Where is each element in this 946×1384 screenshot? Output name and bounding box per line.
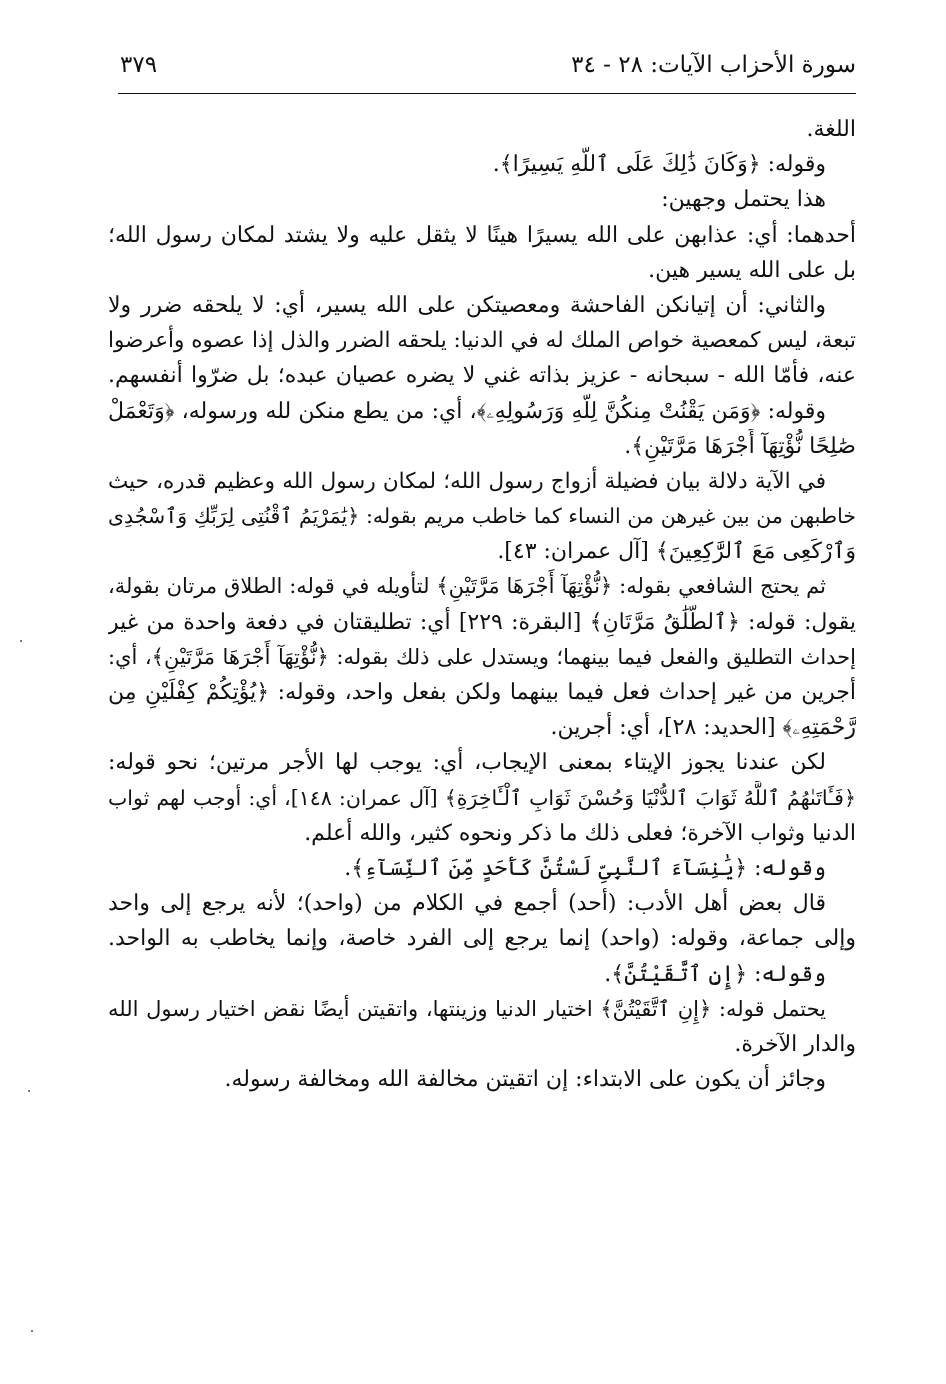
text-line: في الآية دلالة بيان فضيلة أزواج رسول الله؛ لمكان رسول الله وعظيم قدره، حيث	[108, 468, 826, 494]
text-line: إحداث التطليق والفعل فيما بينهما؛ ويستدل على ذلك بقوله: ﴿نُّؤْتِهَآ أَجْرَهَا مَرَّتَيْنِ﴾، أي:	[108, 644, 856, 669]
scan-speck	[20, 640, 22, 642]
text-line: بل على الله يسير هين.	[648, 257, 856, 283]
text-line: تبعة، ليس كمعصية خواص الملك له في الدنيا: يلحقه الضرر والذل إذا عصوه وأعرضوا	[108, 328, 856, 354]
page-header	[118, 50, 856, 94]
body-text	[108, 112, 856, 1097]
text-line: أجرين من غير إحداث فعل فيما بينهما ولكن بفعل واحد، وقوله: ﴿يُؤْتِكُمْ كِفْلَيْنِ مِن	[108, 680, 856, 705]
text-line: والثاني: أن إتيانكن الفاحشة ومعصيتكن على الله يسير، أي: لا يلحقه ضرر ولا	[108, 292, 826, 318]
text-line: يقول: قوله: ﴿ٱلطَّلَٰقُ مَرَّتَانِ﴾ [البقرة: ٢٢٩] أي: تطليقتان في دفعة واحدة من غير	[108, 609, 856, 635]
text-line: وإلى جماعة، وقوله: (واحد) إنما يرجع إلى الفرد خاصة، وإنما يخاطب به الواحد.	[108, 926, 856, 952]
text-line: عنه، فأمّا الله - سبحانه - عزيز بذاته غني لا يضره عصيان عبده؛ بل ضرّوا أنفسهم.	[108, 363, 856, 389]
text-line: يحتمل قوله: ﴿إِنِ ٱتَّقَيْتُنَّ﴾ اختيار الدنيا وزينتها، واتقيتن أيضًا نقض اختيار رسول الله	[108, 996, 826, 1021]
text-line: لكن عندنا يجوز الإيتاء بمعنى الإيجاب، أي: يوجب لها الأجر مرتين؛ نحو قوله:	[108, 750, 826, 776]
text-line: وقوله: ﴿يَٰنِسَآءَ ٱلنَّبِىِّ لَسْتُنَّ كَأَحَدٍ مِّنَ ٱلنِّسَآءِ﴾.	[344, 855, 826, 881]
text-line: الدنيا وثواب الآخرة؛ فعلى ذلك ما ذكر ونحوه كثير، والله أعلم.	[304, 820, 856, 846]
text-line: وقوله: ﴿إِنِ ٱتَّقَيْتُنَّ﴾.	[604, 961, 826, 987]
text-line: خاطبهن من بين غيرهن من النساء كما خاطب مريم بقوله: ﴿يَٰمَرْيَمُ ٱقْنُتِى لِرَبِّكِ وَٱسْجُدِى	[108, 504, 856, 529]
scan-speck	[31, 1330, 33, 1332]
scan-speck	[28, 1090, 30, 1092]
text-line: قال بعض أهل الأدب: (أحد) أجمع في الكلام من (واحد)؛ لأنه يرجع إلى واحد	[108, 891, 826, 917]
header-rule	[118, 93, 856, 94]
text-line: والدار الآخرة.	[734, 1031, 856, 1057]
text-line: اللغة.	[806, 117, 856, 142]
page-number: ٣٧٩	[120, 52, 158, 78]
text-line: وقوله: ﴿وَكَانَ ذَٰلِكَ عَلَى ٱللَّهِ يَسِيرًا﴾.	[492, 152, 826, 178]
text-line: ثم يحتج الشافعي بقوله: ﴿نُّؤْتِهَآ أَجْرَهَا مَرَّتَيْنِ﴾ لتأويله في قوله: الطلاق مرتان بقولة،	[108, 574, 826, 599]
text-line: صَٰلِحًا نُّؤْتِهَآ أَجْرَهَا مَرَّتَيْنِ﴾.	[624, 433, 856, 459]
text-line: رَّحْمَتِهِۦ﴾ [الحديد: ٢٨]، أي: أجرين.	[550, 715, 856, 741]
text-line: ﴿فَـَٔاتَىٰهُمُ ٱللَّهُ ثَوَابَ ٱلدُّنْيَا وَحُسْنَ ثَوَابِ ٱلْـَٔاخِرَةِ﴾ [آل عمران: ١٤٨]، أي: أوجب لهم ثواب	[108, 785, 856, 810]
text-line: أحدهما: أي: عذابهن على الله يسيرًا هينًا لا يثقل عليه ولا يشتد لمكان رسول الله؛	[108, 222, 856, 248]
text-line: وقوله: ﴿وَمَن يَقْنُتْ مِنكُنَّ لِلَّهِ وَرَسُولِهِۦ﴾، أي: من يطع منكن لله ورسوله، ﴿وَتَعْمَلْ	[108, 398, 826, 424]
text-line: هذا يحتمل وجهين:	[661, 187, 826, 213]
text-line: وجائز أن يكون على الابتداء: إن اتقيتن مخالفة الله ومخالفة رسوله.	[224, 1067, 826, 1093]
text-line: وَٱرْكَعِى مَعَ ٱلرَّٰكِعِينَ﴾ [آل عمران: ٤٣].	[497, 539, 856, 565]
running-title: سورة الأحزاب الآيات: ٢٨ - ٣٤	[571, 52, 856, 78]
